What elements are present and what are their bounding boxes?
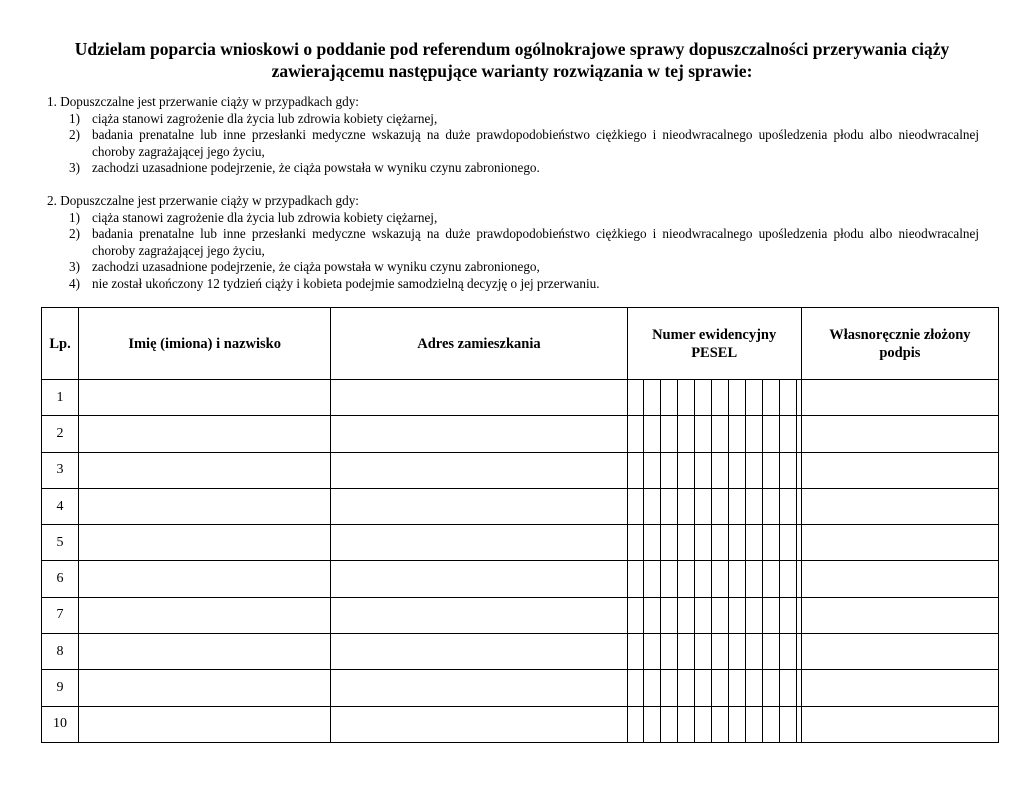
pesel-digit-box[interactable] [644, 380, 661, 415]
pesel-digit-box[interactable] [746, 707, 763, 742]
signature-field[interactable] [801, 561, 998, 597]
pesel-digit-box[interactable] [797, 634, 801, 669]
name-field[interactable] [79, 488, 331, 524]
pesel-digit-box[interactable] [695, 561, 712, 596]
pesel-digit-box[interactable] [678, 416, 695, 451]
pesel-digit-box[interactable] [763, 598, 780, 633]
pesel-digit-box[interactable] [780, 707, 797, 742]
pesel-digit-box[interactable] [712, 489, 729, 524]
pesel-digit-box[interactable] [678, 707, 695, 742]
pesel-digit-box[interactable] [729, 489, 746, 524]
name-field[interactable] [79, 561, 331, 597]
pesel-digit-box[interactable] [746, 670, 763, 705]
pesel-digit-box[interactable] [763, 561, 780, 596]
pesel-digit-box[interactable] [763, 380, 780, 415]
signature-field[interactable] [801, 670, 998, 706]
pesel-digit-box[interactable] [729, 598, 746, 633]
pesel-digit-box[interactable] [661, 707, 678, 742]
signature-field[interactable] [801, 706, 998, 742]
pesel-digit-box[interactable] [661, 670, 678, 705]
pesel-digit-box[interactable] [780, 453, 797, 488]
pesel-digit-box[interactable] [628, 598, 644, 633]
pesel-digit-box[interactable] [628, 525, 644, 560]
pesel-digit-box[interactable] [712, 598, 729, 633]
row-number: 3 [42, 452, 79, 488]
pesel-digit-box[interactable] [746, 380, 763, 415]
pesel-digit-grid [628, 670, 801, 705]
name-field[interactable] [79, 416, 331, 452]
pesel-digit-box[interactable] [695, 380, 712, 415]
row-number: 5 [42, 525, 79, 561]
address-field[interactable] [331, 525, 627, 561]
pesel-digit-grid [628, 525, 801, 560]
row-number: 9 [42, 670, 79, 706]
signature-table [41, 307, 999, 743]
pesel-digit-box[interactable] [661, 634, 678, 669]
pesel-digit-box[interactable] [746, 453, 763, 488]
pesel-digit-box[interactable] [729, 634, 746, 669]
pesel-digit-box[interactable] [644, 561, 661, 596]
title-line-1: Udzielam poparcia wnioskowi o poddanie pod referendum ogólnokrajowe sprawy dopuszczalności przerywania ciąży [74, 39, 950, 59]
header-pesel: Numer ewidencyjny PESEL [627, 308, 801, 380]
table-header-row [42, 308, 999, 380]
row-number: 8 [42, 634, 79, 670]
pesel-digit-box[interactable] [746, 634, 763, 669]
pesel-digit-box[interactable] [644, 416, 661, 451]
pesel-field[interactable] [627, 597, 801, 633]
pesel-digit-box[interactable] [712, 416, 729, 451]
header-name: Imię (imiona) i nazwisko [79, 308, 331, 380]
pesel-digit-box[interactable] [797, 489, 801, 524]
pesel-digit-box[interactable] [661, 380, 678, 415]
list-item: 1) ciąża stanowi zagrożenie dla życia lub zdrowia kobiety ciężarnej, [69, 110, 438, 126]
pesel-digit-box[interactable] [661, 489, 678, 524]
pesel-digit-box[interactable] [712, 561, 729, 596]
address-field[interactable] [331, 452, 627, 488]
row-number: 7 [42, 597, 79, 633]
address-field[interactable] [331, 597, 627, 633]
variant-2-section [47, 193, 979, 292]
name-field[interactable] [79, 670, 331, 706]
pesel-digit-box[interactable] [678, 561, 695, 596]
name-field[interactable] [79, 380, 331, 416]
pesel-digit-box[interactable] [729, 453, 746, 488]
pesel-digit-box[interactable] [628, 670, 644, 705]
name-field[interactable] [79, 525, 331, 561]
pesel-digit-box[interactable] [661, 525, 678, 560]
table-row [42, 380, 999, 416]
pesel-digit-box[interactable] [763, 489, 780, 524]
pesel-digit-box[interactable] [797, 670, 801, 705]
pesel-digit-box[interactable] [729, 707, 746, 742]
pesel-digit-box[interactable] [661, 561, 678, 596]
row-number: 10 [42, 706, 79, 742]
variant-1-section [47, 94, 979, 177]
pesel-digit-box[interactable] [628, 380, 644, 415]
pesel-digit-box[interactable] [797, 561, 801, 596]
variant-1-list [47, 111, 979, 177]
pesel-digit-box[interactable] [678, 670, 695, 705]
pesel-digit-box[interactable] [763, 707, 780, 742]
pesel-digit-box[interactable] [780, 416, 797, 451]
name-field[interactable] [79, 706, 331, 742]
pesel-digit-box[interactable] [763, 416, 780, 451]
pesel-digit-box[interactable] [763, 453, 780, 488]
variant-1-heading: 1. Dopuszczalne jest przerwanie ciąży w przypadkach gdy: [47, 94, 359, 109]
pesel-digit-box[interactable] [644, 453, 661, 488]
title-line-2: zawierającemu następujące warianty rozwiązania w tej sprawie: [271, 61, 753, 81]
pesel-digit-box[interactable] [797, 416, 801, 451]
pesel-digit-box[interactable] [746, 561, 763, 596]
pesel-digit-box[interactable] [797, 707, 801, 742]
pesel-digit-box[interactable] [661, 598, 678, 633]
row-number: 6 [42, 561, 79, 597]
table-row [42, 706, 999, 742]
pesel-digit-box[interactable] [678, 453, 695, 488]
pesel-digit-box[interactable] [644, 525, 661, 560]
pesel-digit-box[interactable] [797, 598, 801, 633]
document-title [40, 38, 984, 82]
pesel-digit-box[interactable] [729, 561, 746, 596]
pesel-field[interactable] [627, 561, 801, 597]
pesel-digit-grid [628, 598, 801, 633]
table-row [42, 561, 999, 597]
pesel-digit-box[interactable] [678, 525, 695, 560]
pesel-digit-box[interactable] [678, 598, 695, 633]
table-row [42, 452, 999, 488]
pesel-digit-box[interactable] [712, 634, 729, 669]
pesel-digit-box[interactable] [678, 380, 695, 415]
table-row [42, 670, 999, 706]
signature-table-wrapper [41, 307, 999, 743]
pesel-digit-box[interactable] [695, 416, 712, 451]
pesel-digit-box[interactable] [746, 525, 763, 560]
list-item: 2) badania prenatalne lub inne przesłanki medyczne wskazują na duże prawdopodobieństwo ciężkiego i nieodwracalnego upośledzenia płodu albo nieodwracalnej choroby zagrażającej jego życiu, [69, 226, 979, 258]
pesel-digit-grid [628, 634, 801, 669]
pesel-digit-box[interactable] [729, 670, 746, 705]
pesel-digit-box[interactable] [644, 670, 661, 705]
pesel-digit-grid [628, 416, 801, 451]
pesel-digit-box[interactable] [628, 707, 644, 742]
pesel-digit-box[interactable] [628, 453, 644, 488]
pesel-digit-box[interactable] [695, 634, 712, 669]
pesel-digit-box[interactable] [695, 489, 712, 524]
pesel-digit-box[interactable] [661, 453, 678, 488]
pesel-digit-box[interactable] [628, 561, 644, 596]
row-number: 4 [42, 488, 79, 524]
pesel-field[interactable] [627, 670, 801, 706]
name-field[interactable] [79, 452, 331, 488]
pesel-digit-box[interactable] [695, 707, 712, 742]
table-row [42, 488, 999, 524]
pesel-digit-grid [628, 707, 801, 742]
pesel-digit-box[interactable] [780, 525, 797, 560]
pesel-field[interactable] [627, 706, 801, 742]
pesel-digit-box[interactable] [628, 489, 644, 524]
signature-field[interactable] [801, 452, 998, 488]
pesel-digit-box[interactable] [797, 453, 801, 488]
pesel-digit-box[interactable] [780, 634, 797, 669]
name-field[interactable] [79, 634, 331, 670]
pesel-digit-box[interactable] [644, 598, 661, 633]
pesel-digit-box[interactable] [780, 561, 797, 596]
address-field[interactable] [331, 380, 627, 416]
signature-field[interactable] [801, 380, 998, 416]
pesel-digit-box[interactable] [780, 489, 797, 524]
pesel-field[interactable] [627, 525, 801, 561]
table-row [42, 416, 999, 452]
pesel-digit-box[interactable] [695, 670, 712, 705]
list-item: 3) zachodzi uzasadnione podejrzenie, że ciąża powstała w wyniku czynu zabronionego, [69, 259, 540, 274]
pesel-digit-box[interactable] [763, 670, 780, 705]
pesel-digit-box[interactable] [678, 489, 695, 524]
list-item: 1) ciąża stanowi zagrożenie dla życia lub zdrowia kobiety ciężarnej, [69, 209, 438, 225]
signature-field[interactable] [801, 525, 998, 561]
pesel-digit-box[interactable] [746, 489, 763, 524]
list-item: 3) zachodzi uzasadnione podejrzenie, że ciąża powstała w wyniku czynu zabronionego. [69, 160, 540, 175]
address-field[interactable] [331, 561, 627, 597]
signature-field[interactable] [801, 488, 998, 524]
pesel-digit-box[interactable] [644, 634, 661, 669]
pesel-digit-box[interactable] [695, 525, 712, 560]
pesel-digit-box[interactable] [661, 416, 678, 451]
pesel-digit-grid [628, 489, 801, 524]
pesel-digit-box[interactable] [628, 634, 644, 669]
pesel-digit-box[interactable] [729, 525, 746, 560]
pesel-digit-grid [628, 380, 801, 415]
pesel-digit-box[interactable] [746, 598, 763, 633]
header-signature: Własnoręcznie złożony podpis [801, 308, 998, 380]
variant-2-list [47, 210, 979, 293]
pesel-digit-grid [628, 453, 801, 488]
pesel-digit-grid [628, 561, 801, 596]
pesel-digit-box[interactable] [797, 525, 801, 560]
pesel-digit-box[interactable] [780, 670, 797, 705]
header-lp: Lp. [42, 308, 79, 380]
pesel-field[interactable] [627, 380, 801, 416]
pesel-digit-box[interactable] [678, 634, 695, 669]
address-field[interactable] [331, 634, 627, 670]
pesel-field[interactable] [627, 416, 801, 452]
pesel-digit-box[interactable] [628, 416, 644, 451]
pesel-digit-box[interactable] [695, 598, 712, 633]
header-address: Adres zamieszkania [331, 308, 627, 380]
signature-field[interactable] [801, 634, 998, 670]
pesel-digit-box[interactable] [712, 670, 729, 705]
pesel-digit-box[interactable] [712, 525, 729, 560]
pesel-digit-box[interactable] [763, 525, 780, 560]
pesel-digit-box[interactable] [712, 707, 729, 742]
pesel-digit-box[interactable] [746, 416, 763, 451]
pesel-digit-box[interactable] [644, 707, 661, 742]
table-row [42, 634, 999, 670]
address-field[interactable] [331, 670, 627, 706]
pesel-field[interactable] [627, 488, 801, 524]
pesel-digit-box[interactable] [712, 380, 729, 415]
pesel-digit-box[interactable] [695, 453, 712, 488]
row-number: 1 [42, 380, 79, 416]
row-number: 2 [42, 416, 79, 452]
address-field[interactable] [331, 416, 627, 452]
pesel-digit-box[interactable] [797, 380, 801, 415]
pesel-field[interactable] [627, 634, 801, 670]
signature-field[interactable] [801, 597, 998, 633]
pesel-digit-box[interactable] [729, 416, 746, 451]
name-field[interactable] [79, 597, 331, 633]
pesel-digit-box[interactable] [712, 453, 729, 488]
pesel-field[interactable] [627, 452, 801, 488]
table-row [42, 597, 999, 633]
pesel-digit-box[interactable] [763, 634, 780, 669]
pesel-digit-box[interactable] [729, 380, 746, 415]
table-row [42, 525, 999, 561]
pesel-digit-box[interactable] [780, 598, 797, 633]
address-field[interactable] [331, 488, 627, 524]
pesel-digit-box[interactable] [644, 489, 661, 524]
address-field[interactable] [331, 706, 627, 742]
list-item: 2) badania prenatalne lub inne przesłanki medyczne wskazują na duże prawdopodobieństwo ciężkiego i nieodwracalnego upośledzenia płodu albo nieodwracalnej choroby zagrażającej jego życiu, [69, 127, 979, 159]
signature-field[interactable] [801, 416, 998, 452]
variant-2-heading: 2. Dopuszczalne jest przerwanie ciąży w przypadkach gdy: [47, 193, 359, 208]
list-item: 4) nie został ukończony 12 tydzień ciąży i kobieta podejmie samodzielną decyzję o jej przerwaniu. [69, 275, 600, 291]
pesel-digit-box[interactable] [780, 380, 797, 415]
